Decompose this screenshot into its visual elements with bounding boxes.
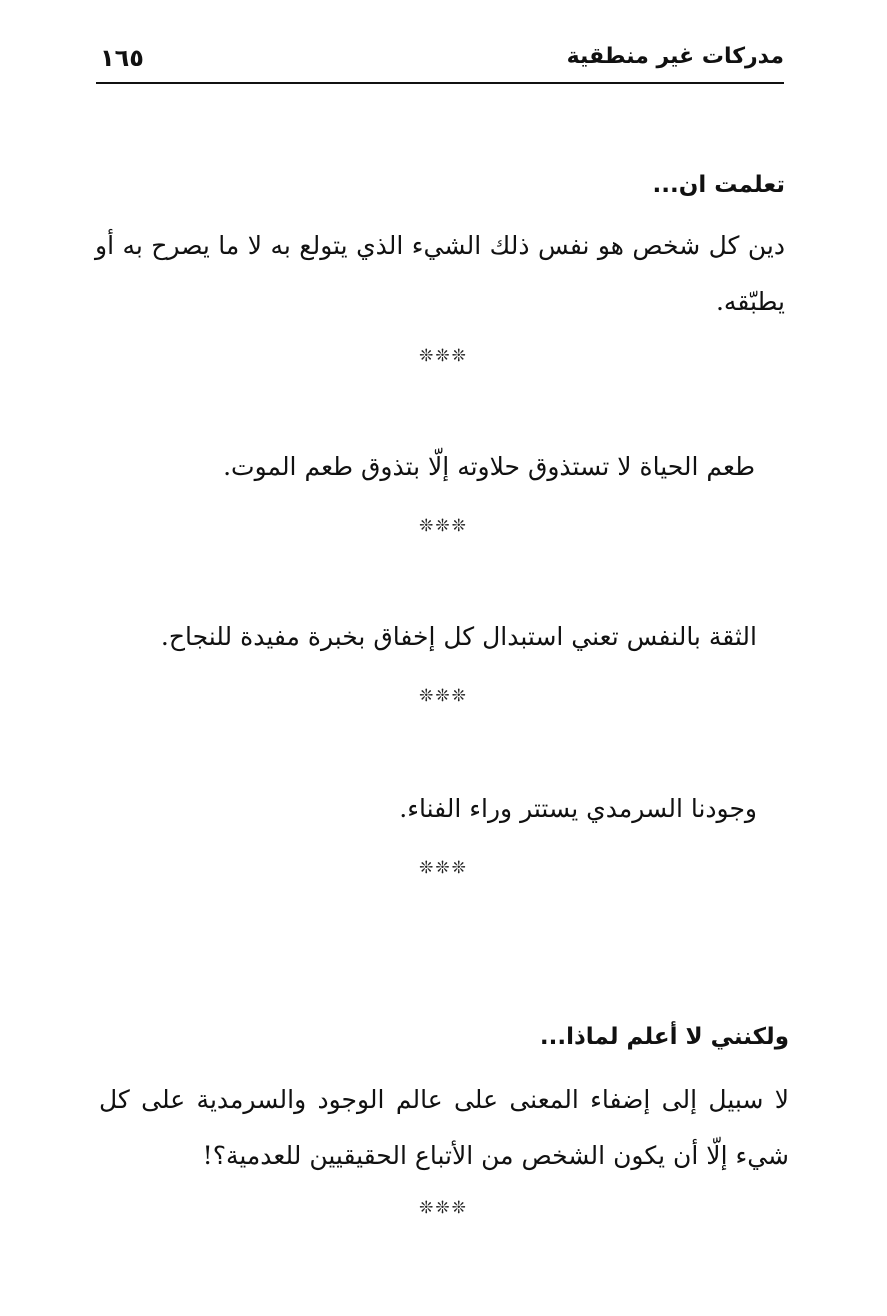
separator-1: ❊❊❊ <box>419 346 468 366</box>
page-header <box>96 38 784 84</box>
quote-taste-of-life: طعم الحياة لا تستذوق حلاوته إلّا بتذوق طعم الموت. <box>223 452 755 481</box>
separator-5: ❊❊❊ <box>419 1198 468 1218</box>
separator-3: ❊❊❊ <box>419 686 468 706</box>
separator-4: ❊❊❊ <box>419 858 468 878</box>
section-heading-dont-know-why: ولكنني لا أعلم لماذا... <box>539 1024 789 1050</box>
page-number: ١٦٥ <box>100 44 144 72</box>
paragraph-religion: دين كل شخص هو نفس ذلك الشيء الذي يتولع به لا ما يصرح به أو يطبّقه. <box>95 231 785 316</box>
quote-self-confidence: الثقة بالنفس تعني استبدال كل إخفاق بخبرة مفيدة للنجاح. <box>160 622 757 651</box>
running-title: مدركات غير منطقية <box>566 44 784 69</box>
separator-2: ❊❊❊ <box>419 516 468 536</box>
quote-eternal-existence: وجودنا السرمدي يستتر وراء الفناء. <box>399 794 757 823</box>
paragraph-nihilism: لا سبيل إلى إضفاء المعنى على عالم الوجود والسرمدية على كل شيء إلّا أن يكون الشخص من الأتباع الحقيقيين للعدمية؟! <box>99 1085 789 1170</box>
section-heading-learned: تعلمت ان... <box>652 172 785 198</box>
